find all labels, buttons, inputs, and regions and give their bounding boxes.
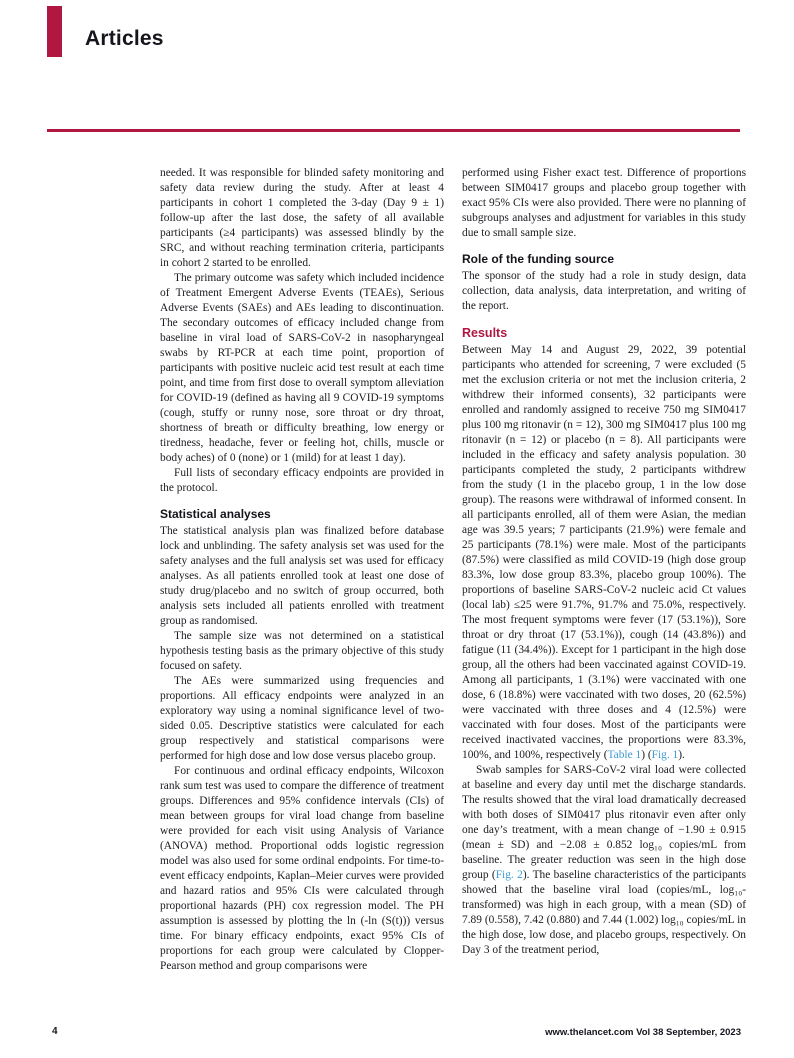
text-run: needed. It was responsible for blinded safety monitoring and safety data review during the study. After at least 4 participants in cohort 1 completed the 3-day (Day 9 ± 1) follow-up after the last dose, the safety of all available participants (≥4 participants) was assessed blindly by the SRC, and without reaching termination criteria, participants in cohort 2 started to be enrolled. [160,167,444,269]
text-run: For continuous and ordinal efficacy endpoints, Wilcoxon rank sum test was used to compare the difference of treatment groups. Differences and 95% confidence intervals (CIs) of mean between groups for viral load change from baseline were provided for each visit using Analysis of Variance (ANOVA) method. Proportional odds logistic regression model was also used for some ordinal endpoints. For time-to-event efficacy endpoints, Kaplan–Meier curves were provided and hazard ratios and 95% CIs were calculated through proportional hazards (PH) cox regression model. The PH assumption is assessed by plotting the ln (-ln (S(t))) versus time. For binary efficacy endpoints, exact 95% CIs of proportions for each group were calculated by Clopper-Pearson method and group comparisons were [160,765,444,972]
paragraph [160,271,444,466]
paragraph [160,629,444,674]
paragraph [160,764,444,974]
fig-1-link[interactable]: Fig. 1 [651,749,679,761]
text-run: The primary outcome was safety which included incidence of Treatment Emergent Adverse Events (TEAEs), Serious Adverse Events (SAEs) and AEs leading to discontinuation. The secondary outcomes of efficacy included change from baseline in viral load of SARS-CoV-2 in nasopharyngeal swabs by RT-PCR at each time point, proportion of participants with positive nucleic acid test result at each time point, and time from first dose to overall symptom alleviation for COVID-19 (defined as having all 9 COVID-19 symptoms (cough, stuffy or runny nose, sore throat or dry throat, shortness of breath or difficulty breathing, low energy or tiredness, headache, fever or feeling hot, chills, muscle or body aches) of 0 (none) or 1 (mild) for at least 1 day). [160,272,444,464]
header-rule [47,129,740,132]
table-1-link[interactable]: Table 1 [607,749,642,761]
text-run: The AEs were summarized using frequencies and proportions. All efficacy endpoints were analyzed in an exploratory way using a nominal significance level of two-sided 0.05. Descriptive statistics were calculated for each group respectively and statistical comparisons were performed for high dose and low dose versus placebo group. [160,675,444,762]
paragraph [160,524,444,629]
header-accent-bar [47,6,62,57]
text-run: performed using Fisher exact test. Difference of proportions between SIM0417 groups and placebo group together with exact 95% CIs were also provided. There were no planning of subgroups analyses and adjustment for variables in this study due to small sample size. [462,167,746,239]
results-heading: Results [462,326,508,340]
text-run: The sponsor of the study had a role in study design, data collection, data analysis, data interpretation, and writing of the report. [462,270,746,312]
article-body [160,166,746,974]
text-run: The statistical analysis plan was finalized before database lock and unblinding. The safety analysis set was used for the safety analyses and the full analysis set was used for efficacy analyses. As all patients enrolled took at least one dose of study drug/placebo and no switch of group occurred, both analysis sets included all patients enrolled with treatment group as randomised. [160,525,444,627]
text-run: Swab samples for SARS-CoV-2 viral load were collected at baseline and every day until met the discharge standards. The results showed that the viral load dramatically decreased with both doses of SIM0417 plus ritonavir even after only one day’s treatment, with a mean change of −1.90 ± 0.915 (mean ± SD) and −2.08 ± 0.852 log₁₀ copies/mL from baseline. The greater reduction was seen in the high dose group ( [462,764,746,881]
page-number: 4 [52,1026,58,1037]
paragraph [160,674,444,764]
paragraph [462,763,746,958]
text-run: ) ( [641,749,652,761]
text-run: ). [678,749,685,761]
right-column [462,166,746,974]
fig-2-link[interactable]: Fig. 2 [495,869,523,881]
funding-source-heading: Role of the funding source [462,252,614,266]
paragraph [462,166,746,241]
statistical-analyses-heading: Statistical analyses [160,507,271,521]
text-run: Between May 14 and August 29, 2022, 39 potential participants who attended for screening, 7 were excluded (5 met the exclusion criteria or not met the inclusion criteria, 2 withdrew their informed consents), 32 participants were enrolled and randomly assigned to receive 750 mg SIM0417 plus 100 mg ritonavir (n = 12), 300 mg SIM0417 plus 100 mg ritonavir (n = 12) or placebo (n = 8). All participants were included in the efficacy and safety analysis population. 30 participants completed the study, 2 participants withdrew from the study (1 in the placebo group, 1 in the low dose group). The reasons were withdrawal of informed consent. In all participants enrolled, all of them were Asian, the median age was 39.5 years; 7 participants (21.9%) were female and 25 participants (78.1%) were male. Most of the participants (87.5%) were classified as mild COVID-19 (high dose group 83.3%, low dose group 83.3%, placebo group 100%). The proportions of baseline SARS-CoV-2 nucleic acid Ct values (local lab) ≤25 were 91.7%, 91.7% and 75.0%, respectively. The most frequent symptoms were fever (17 (53.1%)), Sore throat or dry throat (17 (53.1%)), cough (14 (43.8%)) and fatigue (11 (34.4%)). Except for 1 participant in the high dose group, all the others had been vaccinated against COVID-19. Among all participants, 1 (3.1%) were vaccinated with one dose, 6 (18.8%) were vaccinated with two doses, 20 (62.5%) were vaccinated with three doses and 4 (12.5%) were vaccinated with four doses. Most of the participants were received inactivated vaccines, the proportions were 83.3%, 100%, and 100%, respectively ( [462,344,746,761]
journal-footer-text: www.thelancet.com Vol 38 September, 2023 [545,1027,741,1038]
paragraph [160,466,444,496]
text-run: ). The baseline characteristics of the participants showed that the baseline viral load (copies/mL, log₁₀-transformed) was high in each group, with a mean (SD) of 7.89 (0.558), 7.42 (0.880) and 7.44 (1.002) log₁₀ copies/mL in the high dose, low dose, and placebo groups, respectively. On Day 3 of the treatment period, [462,869,747,956]
text-run: The sample size was not determined on a statistical hypothesis testing basis as the primary objective of this study focused on safety. [160,630,444,672]
text-run: Full lists of secondary efficacy endpoints are provided in the protocol. [160,467,444,494]
page-title: Articles [85,27,164,50]
paragraph [160,166,444,271]
paragraph [462,269,746,314]
paragraph [462,343,746,763]
left-column [160,166,444,974]
